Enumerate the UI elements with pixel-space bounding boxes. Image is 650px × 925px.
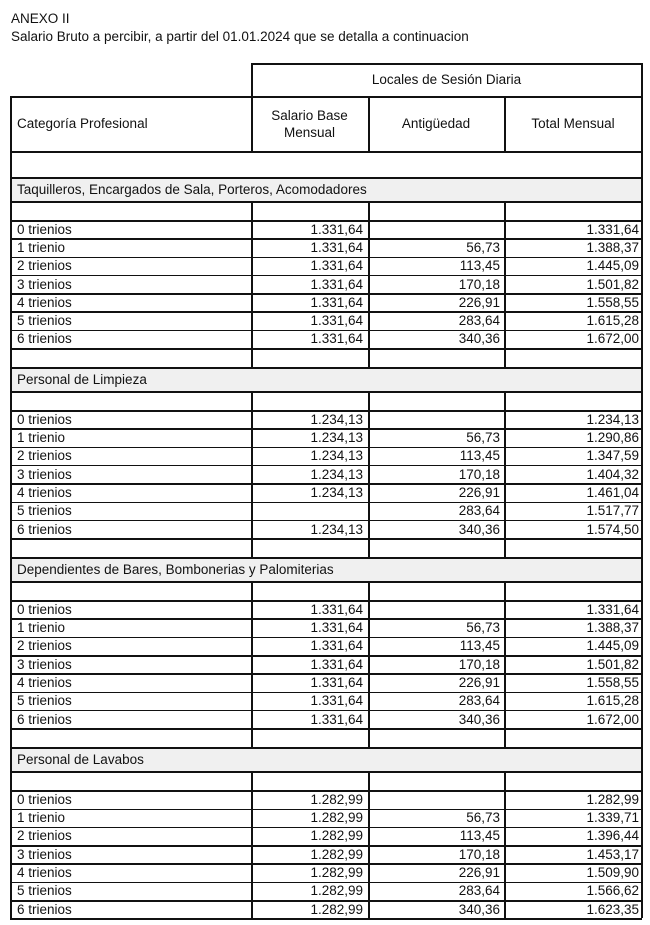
seniority-value: 56,73 [466, 239, 500, 255]
seniority-value [368, 220, 504, 238]
spacer-row [10, 391, 642, 410]
trienio-label: 2 trienios [17, 828, 72, 844]
seniority-value: 56,73 [466, 430, 500, 446]
table-row [10, 238, 642, 256]
base-salary-value: 1.282,99 [310, 865, 363, 881]
base-salary-value: 1.282,99 [310, 901, 363, 917]
trienio-label: 4 trienios [17, 674, 72, 690]
total-monthly-value: 1.404,32 [586, 466, 639, 482]
trienio-label: 0 trienios [17, 791, 72, 807]
base-salary-value: 1.331,64 [310, 620, 363, 636]
table-row [10, 673, 642, 691]
trienio-label: 5 trienios [17, 313, 72, 329]
table-row [10, 311, 642, 329]
total-monthly-value: 1.234,13 [586, 411, 639, 427]
seniority-value: 113,45 [459, 638, 500, 654]
base-salary-value: 1.331,64 [310, 674, 363, 690]
seniority-value: 170,18 [458, 656, 500, 672]
base-salary-value [251, 502, 368, 520]
trienio-label: 3 trienios [17, 846, 72, 862]
total-monthly-value: 1.558,55 [586, 674, 639, 690]
base-salary-value: 1.282,99 [310, 883, 363, 899]
table-row [10, 710, 642, 728]
trienio-label: 0 trienios [17, 601, 72, 617]
seniority-value: 283,64 [458, 313, 500, 329]
blank-row [10, 151, 642, 177]
trienio-label: 1 trienio [17, 620, 66, 636]
base-salary-value: 1.331,64 [310, 258, 363, 274]
trienio-label: 6 trienios [17, 521, 72, 537]
trienio-label: 3 trienios [17, 466, 72, 482]
table-row [10, 428, 642, 446]
trienio-label: 2 trienios [17, 448, 72, 464]
total-monthly-value: 1.558,55 [586, 294, 639, 310]
header-seniority: Antigüedad [401, 116, 471, 131]
total-monthly-value: 1.331,64 [586, 601, 639, 617]
total-monthly-value: 1.566,62 [586, 883, 639, 899]
spacer-row [10, 581, 642, 600]
base-salary-value: 1.282,99 [310, 846, 363, 862]
annex-subtitle: Salario Bruto a percibir, a partir del 01.01.2024 que se detalla a continuacion [11, 29, 469, 44]
table-row [10, 655, 642, 673]
total-monthly-value: 1.672,00 [586, 331, 639, 347]
trienio-label: 4 trienios [17, 484, 72, 500]
header-base-line1: Salario Base [271, 107, 348, 123]
column-header-row [10, 96, 642, 151]
base-salary-value: 1.282,99 [310, 810, 363, 826]
table-row [10, 257, 642, 275]
total-monthly-value: 1.501,82 [586, 276, 639, 292]
base-salary-value: 1.331,64 [310, 331, 363, 347]
trienio-label: 4 trienios [17, 294, 72, 310]
trienio-label: 6 trienios [17, 331, 72, 347]
base-salary-value: 1.234,13 [310, 430, 363, 446]
base-salary-value: 1.331,64 [310, 638, 363, 654]
table-row [10, 447, 642, 465]
seniority-value [368, 410, 504, 428]
seniority-value: 283,64 [458, 883, 500, 899]
total-monthly-value: 1.672,00 [586, 711, 639, 727]
category-group-header [10, 177, 642, 201]
total-monthly-value: 1.615,28 [586, 693, 639, 709]
total-monthly-value: 1.396,44 [586, 828, 639, 844]
table-row [10, 330, 642, 348]
base-salary-value: 1.331,64 [310, 693, 363, 709]
table-row [10, 483, 642, 501]
base-salary-value: 1.331,64 [310, 601, 363, 617]
seniority-value [368, 600, 504, 618]
base-salary-value: 1.234,13 [310, 411, 363, 427]
spacer-row [10, 201, 642, 220]
table-row [10, 900, 642, 918]
total-monthly-value: 1.339,71 [586, 810, 639, 826]
seniority-value: 340,36 [458, 711, 500, 727]
trienio-label: 2 trienios [17, 638, 72, 654]
seniority-value: 113,45 [459, 258, 500, 274]
category-name: Taquilleros, Encargados de Sala, Porteros, Acomodadores [17, 181, 367, 197]
table-row [10, 275, 642, 293]
seniority-value: 340,36 [458, 901, 500, 917]
seniority-value: 56,73 [466, 620, 500, 636]
total-monthly-value: 1.615,28 [586, 313, 639, 329]
total-monthly-value: 1.509,90 [586, 865, 639, 881]
table-row [10, 600, 642, 618]
base-salary-value: 1.331,64 [310, 276, 363, 292]
total-monthly-value: 1.445,09 [586, 638, 639, 654]
seniority-value: 170,18 [458, 466, 500, 482]
seniority-value: 56,73 [466, 810, 500, 826]
base-salary-value: 1.234,13 [310, 521, 363, 537]
seniority-value: 283,64 [458, 693, 500, 709]
total-monthly-value: 1.445,09 [586, 258, 639, 274]
total-monthly-value: 1.623,35 [586, 901, 639, 917]
category-name: Personal de Lavabos [17, 751, 144, 767]
trienio-label: 4 trienios [17, 865, 72, 881]
seniority-value: 226,91 [458, 674, 500, 690]
seniority-value: 113,45 [459, 828, 500, 844]
base-salary-value: 1.234,13 [310, 448, 363, 464]
table-row [10, 637, 642, 655]
trienio-label: 3 trienios [17, 656, 72, 672]
total-monthly-value: 1.574,50 [586, 521, 639, 537]
category-name: Personal de Limpieza [17, 371, 147, 387]
seniority-value: 340,36 [458, 331, 500, 347]
header-base-salary [251, 96, 368, 151]
annex-title: ANEXO II [11, 11, 70, 26]
header-total: Total Mensual [531, 116, 615, 131]
total-monthly-value: 1.517,77 [586, 503, 639, 519]
base-salary-value: 1.331,64 [310, 221, 363, 237]
total-monthly-value: 1.461,04 [586, 484, 639, 500]
base-salary-value: 1.331,64 [310, 313, 363, 329]
spacer-row [10, 348, 642, 367]
header-category: Categoría Profesional [17, 116, 148, 131]
seniority-value: 113,45 [459, 448, 500, 464]
trienio-label: 2 trienios [17, 258, 72, 274]
category-group-header [10, 557, 642, 581]
spacer-row [10, 771, 642, 790]
table-row [10, 520, 642, 538]
table-row [10, 502, 642, 520]
super-header-row [10, 63, 642, 96]
table-row [10, 465, 642, 483]
table-row [10, 618, 642, 636]
category-group-header [10, 747, 642, 771]
trienio-label: 0 trienios [17, 221, 72, 237]
table-row [10, 827, 642, 845]
category-group-header [10, 367, 642, 391]
trienio-label: 1 trienio [17, 239, 66, 255]
seniority-value: 226,91 [458, 865, 500, 881]
spacer-row [10, 538, 642, 557]
table-row [10, 863, 642, 881]
base-salary-value: 1.282,99 [310, 828, 363, 844]
table-row [10, 220, 642, 238]
table-row [10, 790, 642, 808]
trienio-label: 3 trienios [17, 276, 72, 292]
base-salary-value: 1.331,64 [310, 656, 363, 672]
table-row [10, 293, 642, 311]
header-base-line2: Mensual [283, 124, 336, 140]
trienio-label: 6 trienios [17, 901, 72, 917]
seniority-value: 283,64 [458, 503, 500, 519]
trienio-label: 5 trienios [17, 503, 72, 519]
base-salary-value: 1.331,64 [310, 711, 363, 727]
category-name: Dependientes de Bares, Bombonerias y Palomiterias [17, 561, 334, 577]
base-salary-value: 1.234,13 [310, 466, 363, 482]
total-monthly-value: 1.501,82 [586, 656, 639, 672]
base-salary-value: 1.234,13 [310, 484, 363, 500]
total-monthly-value: 1.331,64 [586, 221, 639, 237]
spacer-row [10, 728, 642, 747]
table-bottom-border [10, 918, 642, 920]
table-row [10, 845, 642, 863]
base-salary-value: 1.282,99 [310, 791, 363, 807]
total-monthly-value: 1.453,17 [586, 846, 639, 862]
trienio-label: 1 trienio [17, 810, 66, 826]
total-monthly-value: 1.347,59 [586, 448, 639, 464]
seniority-value: 340,36 [458, 521, 500, 537]
total-monthly-value: 1.290,86 [586, 430, 639, 446]
total-monthly-value: 1.282,99 [586, 791, 639, 807]
trienio-label: 5 trienios [17, 883, 72, 899]
table-row [10, 692, 642, 710]
salary-table [10, 63, 642, 920]
base-salary-value: 1.331,64 [310, 294, 363, 310]
trienio-label: 6 trienios [17, 711, 72, 727]
total-monthly-value: 1.388,37 [586, 620, 639, 636]
seniority-value: 226,91 [458, 484, 500, 500]
table-row [10, 410, 642, 428]
seniority-value [368, 790, 504, 808]
trienio-label: 5 trienios [17, 693, 72, 709]
seniority-value: 226,91 [458, 294, 500, 310]
seniority-value: 170,18 [458, 846, 500, 862]
trienio-label: 0 trienios [17, 411, 72, 427]
table-row [10, 882, 642, 900]
trienio-label: 1 trienio [17, 430, 66, 446]
super-header-locales: Locales de Sesión Diaria [371, 72, 522, 87]
total-monthly-value: 1.388,37 [586, 239, 639, 255]
seniority-value: 170,18 [458, 276, 500, 292]
base-salary-value: 1.331,64 [310, 239, 363, 255]
table-row [10, 809, 642, 827]
